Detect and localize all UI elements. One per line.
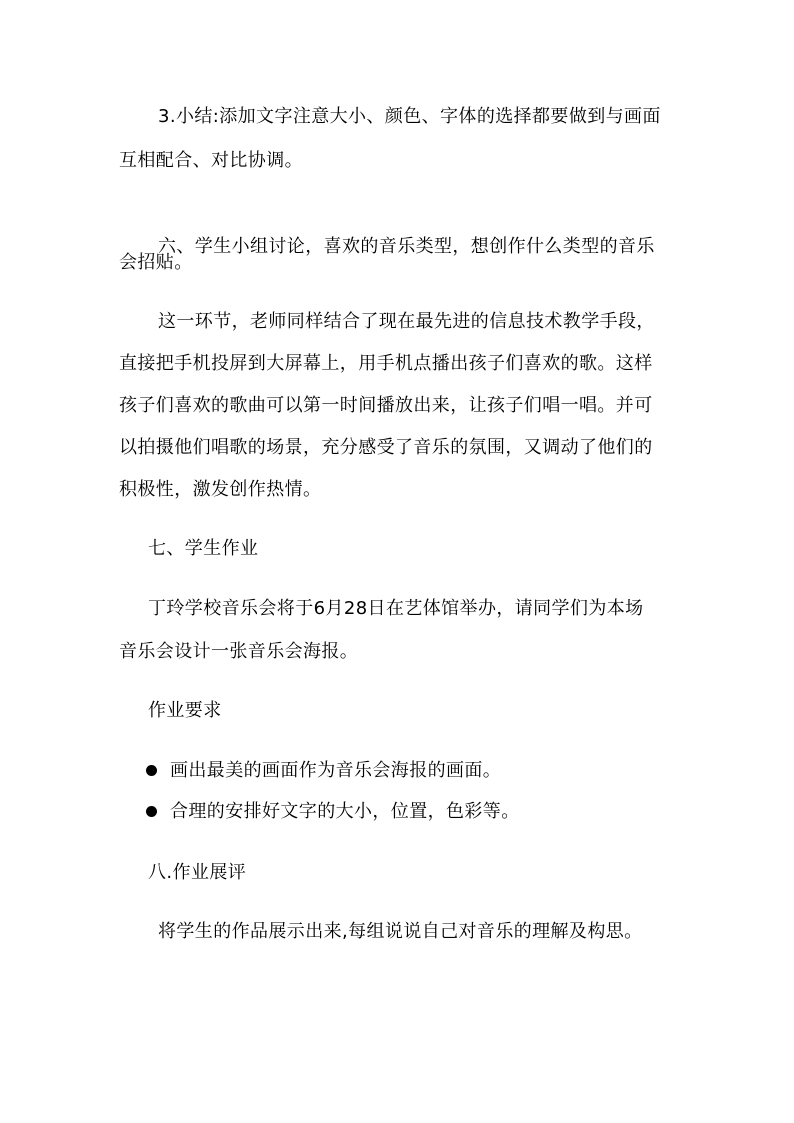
tech-paragraph-line-2: 直接把手机投屏到大屏幕上，用手机点播出孩子们喜欢的歌。这样 (119, 353, 653, 374)
summary-line-1: 3.小结:添加文字注意大小、颜色、字体的选择都要做到与画面 (158, 106, 661, 127)
section7-heading: 七、学生作业 (148, 538, 259, 559)
homework-line-2: 音乐会设计一张音乐会海报。 (119, 641, 359, 662)
homework-line-1: 丁玲学校音乐会将于6月28日在艺体馆举办，请同学们为本场 (148, 598, 644, 619)
bullet-icon (146, 765, 157, 776)
tech-paragraph-line-3: 孩子们喜欢的歌曲可以第一时间播放出来，让孩子们唱一唱。并可 (119, 395, 653, 416)
section6-heading-line-1: 六、学生小组讨论，喜欢的音乐类型，想创作什么类型的音乐 (158, 236, 655, 257)
section8-heading: 八.作业展评 (148, 862, 247, 883)
tech-paragraph-line-1: 这一环节，老师同样结合了现在最先进的信息技术教学手段， (158, 311, 655, 332)
requirements-heading: 作业要求 (148, 700, 222, 721)
requirement-item-2: 合理的安排好文字的大小，位置，色彩等。 (170, 801, 520, 822)
tech-paragraph-line-5: 积极性，激发创作热情。 (119, 479, 322, 500)
section6-heading-line-2: 会招贴。 (119, 252, 193, 273)
summary-line-2: 互相配合、对比协调。 (119, 150, 303, 171)
showcase-line-1: 将学生的作品展示出来,每组说说自己对音乐的理解及构思。 (158, 921, 643, 942)
bullet-icon (146, 806, 157, 817)
requirement-item-1: 画出最美的画面作为音乐会海报的画面。 (170, 760, 502, 781)
tech-paragraph-line-4: 以拍摄他们唱歌的场景，充分感受了音乐的氛围，又调动了他们的 (119, 437, 653, 458)
